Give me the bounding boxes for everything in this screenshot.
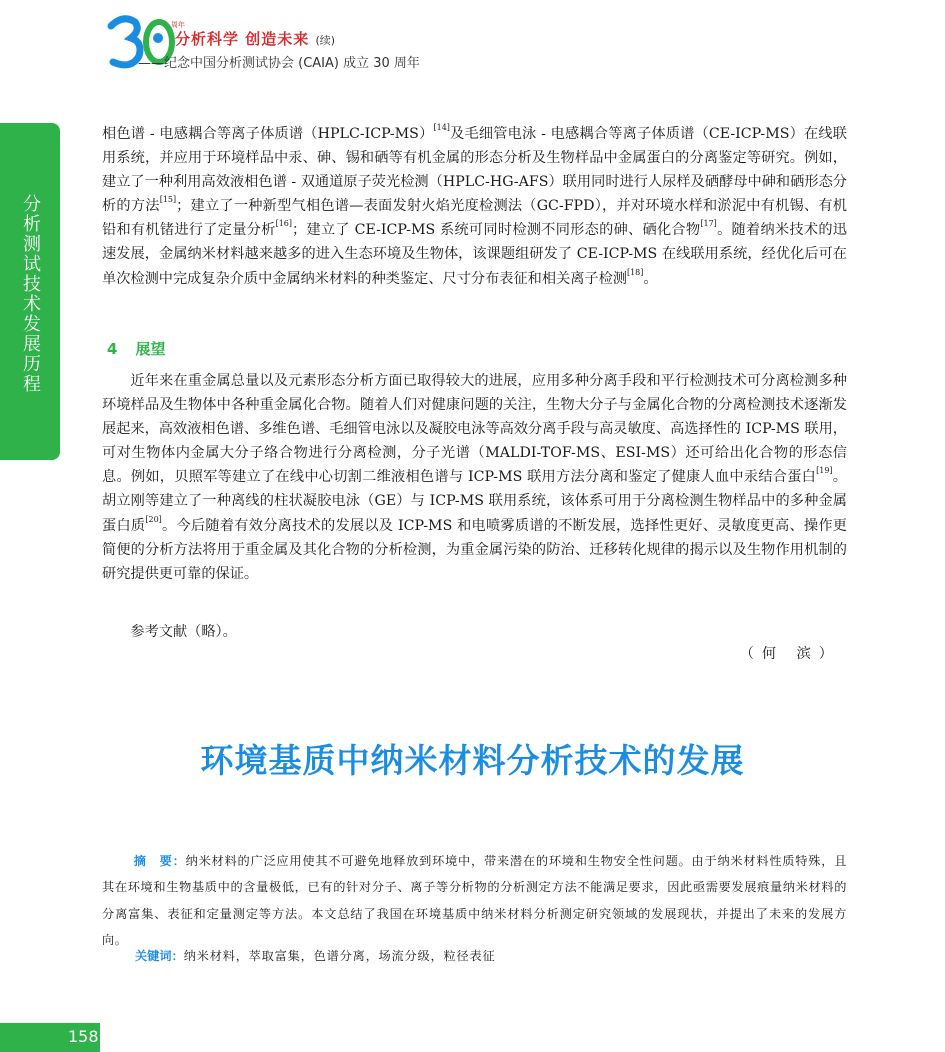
references-note: 参考文献（略）。	[130, 624, 237, 640]
slogan-continued: (续)	[315, 34, 336, 47]
keywords	[135, 947, 495, 964]
citation-19: [19]	[816, 466, 833, 476]
abstract-text: 纳米材料的广泛应用使其不可避免地释放到环境中，带来潜在的环境和生物安全性问题。由于纳米材料性质特殊，且其在环境和生物基质中的含量极低，已有的针对分子、离子等分析物的分析测定方法不能满足要求，因此亟需要发展痕量纳米材料的分离富集、表征和定量测定等方法。本文总结了我国在环境基质中纳米材料分析测定研究领域的发展现状，并提出了未来的发展方向。	[102, 854, 847, 947]
side-tab-label: 分析测试技术发展历程	[23, 194, 41, 395]
keywords-text: 纳米材料，萃取富集，色谱分离，场流分级，粒径表征	[183, 949, 496, 963]
abstract	[102, 848, 847, 953]
citation-15: [15]	[159, 195, 177, 205]
citation-14: [14]	[433, 123, 450, 132]
author-signature: （何 滨）	[739, 646, 841, 662]
keywords-label: 关键词：	[135, 949, 184, 963]
section-number: 4	[107, 340, 118, 358]
section-title: 展望	[135, 340, 166, 358]
paragraph-1: 相色谱 - 电感耦合等离子体质谱（HPLC-ICP-MS）[14]及毛细管电泳 - 电感耦合等离子体质谱（CE-ICP-MS）在线联用系统，并应用于环境样品中汞、砷、锡和硒等有机金属的形态分析及生物样品中金属蛋白的分离鉴定等研究。例如，建立了一种利用高效液相色谱 - 双通道原子荧光检测（HPLC-HG-AFS）联用同时进行人尿样及硒酵母中砷和硒形态分析的方法[15]；建立了一种新型气相色谱—表面发射火焰光度检测法（GC-FPD），并对环境水样和淤泥中有机锡、有机铅和有机锗进行了定量分析[16]；建立了 CE-ICP-MS 系统可同时检测不同形态的砷、硒化合物[17]。随着纳米技术的迅速发展，金属纳米材料越来越多的进入生态环境及生物体，该课题组研发了 CE-ICP-MS 在线联用系统，经优化后可在单次检测中完成复杂介质中金属纳米材料的种类鉴定、尺寸分布表征和相关离子检测[18]。	[102, 123, 847, 287]
anniversary-badge: 周年	[171, 21, 185, 29]
header-slogan: 分析科学 创造未来 (续)	[175, 30, 336, 48]
citation-20: [20]	[145, 514, 162, 524]
citation-18: [18]	[626, 267, 644, 277]
page-header	[105, 12, 525, 72]
citation-17: [17]	[700, 219, 717, 229]
paragraph-2: 近年来在重金属总量以及元素形态分析方面已取得较大的进展，应用多种分离手段和平行检测技术可分离检测多种环境样品及生物体中各种重金属化合物。随着人们对健康问题的关注，生物大分子与金属化合物的分离检测技术逐渐发展起来，高效液相色谱、多维色谱、毛细管电泳以及凝胶电泳等高效分离手段与高灵敏度、高选择性的 ICP-MS 联用，可对生物体内金属大分子络合物进行分离检测，分子光谱（MALDI-TOF-MS、ESI-MS）还可给出化合物的形态信息。例如，贝照军等建立了在线中心切割二维液相色谱与 ICP-MS 联用方法分离和鉴定了健康人血中汞结合蛋白[19]。胡立刚等建立了一种离线的柱状凝胶电泳（GE）与 ICP-MS 联用系统，该体系可用于分离检测生物样品中的多种金属蛋白质[20]。今后随着有效分离技术的发展以及 ICP-MS 和电喷雾质谱的不断发展，选择性更好、灵敏度更高、操作更简便的分析方法将用于重金属及其化合物的分析检测，为重金属污染的防治、迁移转化规律的揭示以及生物作用机制的研究提供更可靠的保证。	[102, 373, 847, 582]
article-title: 环境基质中纳米材料分析技术的发展	[200, 741, 745, 780]
header-subtitle: ——纪念中国分析测试协会 (CAIA) 成立 30 周年	[138, 56, 420, 71]
page-number-box	[0, 1023, 100, 1052]
section-heading	[107, 338, 165, 359]
citation-16: [16]	[275, 219, 293, 229]
page-number: 158	[68, 1027, 99, 1046]
abstract-label: 摘 要：	[133, 854, 186, 868]
